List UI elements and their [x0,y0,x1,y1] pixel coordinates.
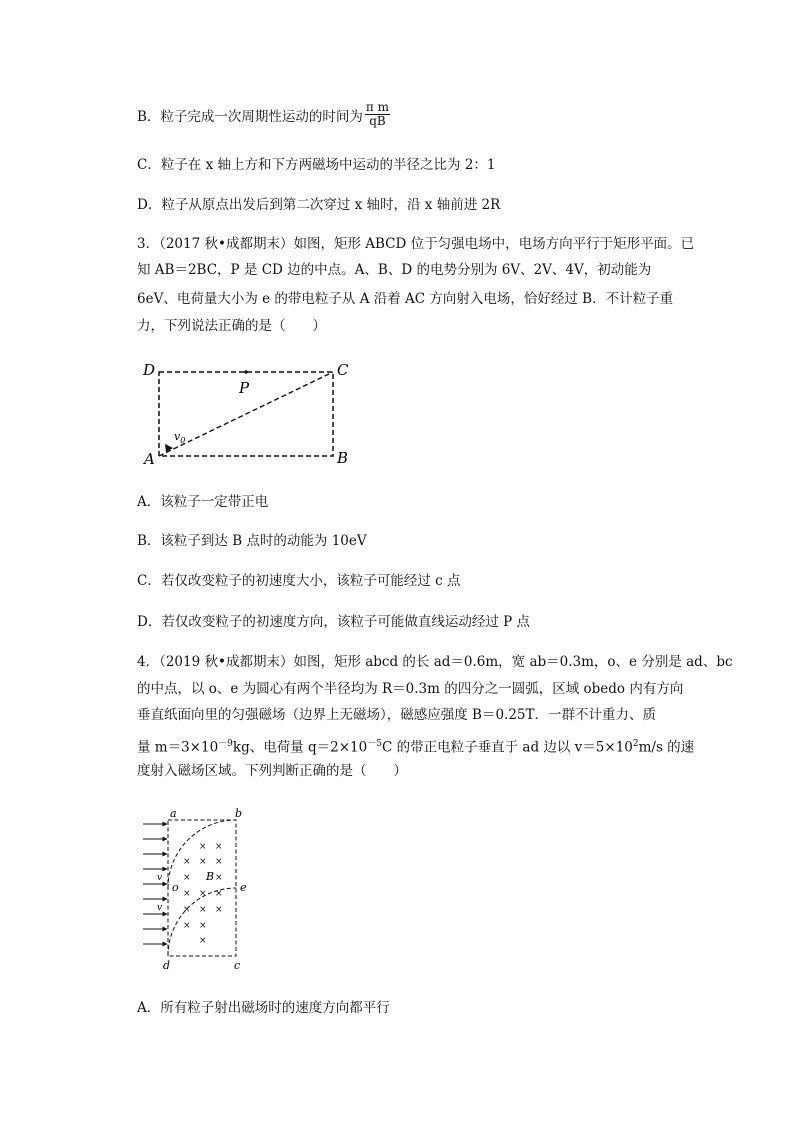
label-o: o [172,881,179,894]
svg-text:×: × [199,857,207,867]
label-b: B [337,449,349,467]
svg-text:×: × [215,889,223,899]
period-fraction [365,101,390,128]
q4-stem-line-1: 4．（2019 秋•成都期末）如图，矩形 abcd 的长 ad＝0.6m，宽 ab＝0.3m，o、e 分别是 ad、bc [137,654,733,670]
q3-option-b: B．该粒子到达 B 点时的动能为 10eV [137,533,367,549]
svg-text:×: × [215,842,223,852]
svg-text:×: × [215,873,223,883]
q4-stem-line-3: 垂直纸面向里的匀强磁场（边界上无磁场），磁感应强度 B＝0.25T．一群不计重力、质 [137,707,657,723]
q2-option-b [137,100,390,131]
q3-stem-line-2: 知 AB＝2BC，P 是 CD 边的中点。A、B、D 的电势分别为 6V、2V、4V，初动能为 [137,262,652,278]
q4-stem-line-4: 量 $m=3\times 10^{-9}kg$、电荷量 $q=2\times 10^{-5}C$ 的带正电粒子垂直于 ad 边以 $v=5\times 10^2m/s$ 的速 [137,739,695,756]
svg-text:×: × [199,889,207,899]
q4-stem-line-5: 度射入磁场区域。下列判断正确的是（ ） [137,763,407,779]
label-p: P [239,379,250,397]
q2-option-b-text: B．粒子完成一次周期性运动的时间为 [137,109,363,125]
q3-stem-line-1: 3．（2017 秋•成都期末）如图，矩形 ABCD 位于匀强电场中，电场方向平行于矩形平面。已 [137,236,695,252]
q2-option-c: C．粒子在 x 轴上方和下方两磁场中运动的半径之比为 2：1 [137,157,496,173]
label-d: d [163,959,171,972]
q3-option-d: D．若仅改变粒子的初速度方向，该粒子可能做直线运动经过 P 点 [137,614,530,630]
svg-text:×: × [183,873,191,883]
svg-text:×: × [183,889,191,899]
q3-stem-line-4: 力，下列说法正确的是（ ） [137,318,326,334]
q3-option-c: C．若仅改变粒子的初速度大小，该粒子可能经过 c 点 [137,573,461,589]
label-e: e [240,881,247,894]
svg-text:×: × [199,842,207,852]
fraction-numerator: π m [365,100,390,114]
label-c: c [234,959,241,972]
label-c: C [337,361,349,379]
field-crosses [183,842,223,946]
label-v-2: v [157,903,163,913]
point-p [244,370,248,374]
label-a: a [170,807,177,820]
q4-magnetic-field-figure [139,806,269,978]
incoming-particle-arrows [143,824,167,944]
label-d: D [143,361,156,379]
label-b-field: B [206,870,215,883]
svg-text:×: × [199,905,207,915]
q2-option-d: D．粒子从原点出发后到第二次穿过 x 轴时，沿 x 轴前进 2R [137,197,501,213]
label-v-1: v [157,873,163,883]
fraction-denominator: qB [369,114,386,128]
q4-stem-line-2: 的中点，以 o、e 为圆心有两个半径均为 R＝0.3m 的四分之一圆弧，区域 obedo 内有方向 [137,681,684,697]
label-a: A [144,450,155,468]
svg-text:×: × [183,905,191,915]
q3-rectangle-figure [135,355,365,470]
svg-text:×: × [199,921,207,931]
q3-option-a: A．该粒子一定带正电 [137,494,269,510]
q3-stem-line-3: 6eV、电荷量大小为 e 的带电粒子从 A 沿着 AC 方向射入电场，恰好经过 B．不计粒子重 [137,291,674,307]
q4-option-a: A．所有粒子射出磁场时的速度方向都平行 [137,1000,390,1016]
label-b: b [235,807,243,820]
svg-text:×: × [215,857,223,867]
svg-text:×: × [183,921,191,931]
svg-text:×: × [183,857,191,867]
svg-text:×: × [215,905,223,915]
svg-text:×: × [199,936,207,946]
label-v0: $v_0$ [174,430,186,445]
arc-e-centered [168,820,236,888]
